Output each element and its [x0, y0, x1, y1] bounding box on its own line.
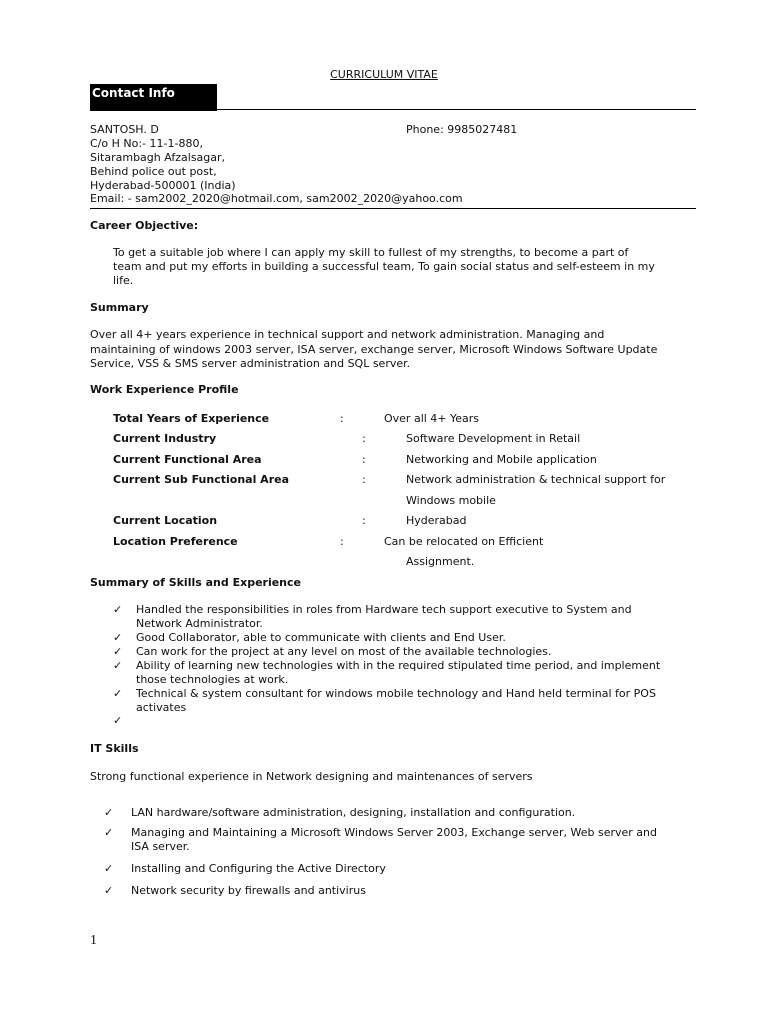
- skill-item-continued: activates: [136, 701, 187, 714]
- skill-item: Good Collaborator, able to communicate with clients and End User.: [136, 631, 506, 644]
- it-skills-intro: Strong functional experience in Network designing and maintenances of servers: [90, 770, 533, 783]
- profile-label: Current Location: [113, 514, 218, 527]
- contact-top-rule: [90, 109, 696, 110]
- profile-label: Current Industry: [113, 432, 217, 445]
- profile-value: Network administration & technical support for: [406, 473, 666, 486]
- it-skill-item: LAN hardware/software administration, designing, installation and configuration.: [131, 806, 576, 819]
- address-line: Hyderabad-500001 (India): [90, 179, 236, 192]
- career-objective-line: life.: [113, 274, 134, 287]
- career-objective-heading: Career Objective:: [90, 219, 199, 232]
- it-skill-item-continued: ISA server.: [131, 840, 190, 853]
- check-icon: ✓: [113, 659, 123, 672]
- check-icon: ✓: [113, 631, 123, 644]
- profile-colon: :: [362, 473, 366, 486]
- skill-item-continued: Network Administrator.: [136, 617, 263, 630]
- check-icon: ✓: [113, 603, 123, 616]
- check-icon: ✓: [113, 714, 123, 727]
- profile-value: Can be relocated on Efficient: [384, 535, 544, 548]
- address-line: Behind police out post,: [90, 165, 217, 178]
- summary-line: maintaining of windows 2003 server, ISA server, exchange server, Microsoft Windows Software Update: [90, 343, 658, 356]
- career-objective-line: team and put my efforts in building a successful team, To gain social status and self-esteem in my: [113, 260, 655, 273]
- contact-heading: Contact Info: [92, 86, 175, 100]
- profile-label: Location Preference: [113, 535, 238, 548]
- skills-summary-heading: Summary of Skills and Experience: [90, 576, 301, 589]
- summary-line: Over all 4+ years experience in technical support and network administration. Managing and: [90, 328, 605, 341]
- contact-bottom-rule: [90, 208, 696, 209]
- career-objective-line: To get a suitable job where I can apply my skill to fullest of my strengths, to become a part of: [113, 246, 629, 259]
- skill-item: Ability of learning new technologies with in the required stipulated time period, and implement: [136, 659, 661, 672]
- email-line: Email: - sam2002_2020@hotmail.com, sam2002_2020@yahoo.com: [90, 192, 463, 205]
- profile-value: Networking and Mobile application: [406, 453, 597, 466]
- check-icon: ✓: [104, 826, 114, 839]
- page-number: 1: [90, 933, 97, 948]
- it-skill-item: Installing and Configuring the Active Directory: [131, 862, 386, 875]
- profile-colon: :: [340, 535, 344, 548]
- profile-label: Current Functional Area: [113, 453, 262, 466]
- profile-colon: :: [362, 514, 366, 527]
- it-skill-item: Managing and Maintaining a Microsoft Windows Server 2003, Exchange server, Web server and: [131, 826, 657, 839]
- profile-value-continued: Assignment.: [406, 555, 475, 568]
- work-profile-heading: Work Experience Profile: [90, 383, 239, 396]
- check-icon: ✓: [104, 806, 114, 819]
- candidate-name: SANTOSH. D: [90, 123, 159, 136]
- address-line: C/o H No:- 11-1-880,: [90, 137, 203, 150]
- summary-heading: Summary: [90, 301, 149, 314]
- it-skill-item: Network security by firewalls and antivirus: [131, 884, 366, 897]
- summary-line: Service, VSS & SMS server administration and SQL server.: [90, 357, 411, 370]
- profile-value: Hyderabad: [406, 514, 467, 527]
- profile-colon: :: [362, 453, 366, 466]
- profile-value: Over all 4+ Years: [384, 412, 480, 425]
- address-line: Sitarambagh Afzalsagar,: [90, 151, 226, 164]
- skill-item-continued: those technologies at work.: [136, 673, 289, 686]
- profile-colon: :: [362, 432, 366, 445]
- skill-item: Handled the responsibilities in roles from Hardware tech support executive to System and: [136, 603, 632, 616]
- check-icon: ✓: [113, 687, 123, 700]
- profile-colon: :: [340, 412, 344, 425]
- document-title: CURRICULUM VITAE: [330, 68, 438, 81]
- profile-label: Total Years of Experience: [113, 412, 270, 425]
- profile-label: Current Sub Functional Area: [113, 473, 289, 486]
- check-icon: ✓: [104, 884, 114, 897]
- phone-number: Phone: 9985027481: [406, 123, 518, 136]
- skill-item: Can work for the project at any level on most of the available technologies.: [136, 645, 552, 658]
- profile-value-continued: Windows mobile: [406, 494, 496, 507]
- skill-item: Technical & system consultant for windows mobile technology and Hand held terminal for POS: [136, 687, 656, 700]
- profile-value: Software Development in Retail: [406, 432, 581, 445]
- it-skills-heading: IT Skills: [90, 742, 139, 755]
- check-icon: ✓: [104, 862, 114, 875]
- check-icon: ✓: [113, 645, 123, 658]
